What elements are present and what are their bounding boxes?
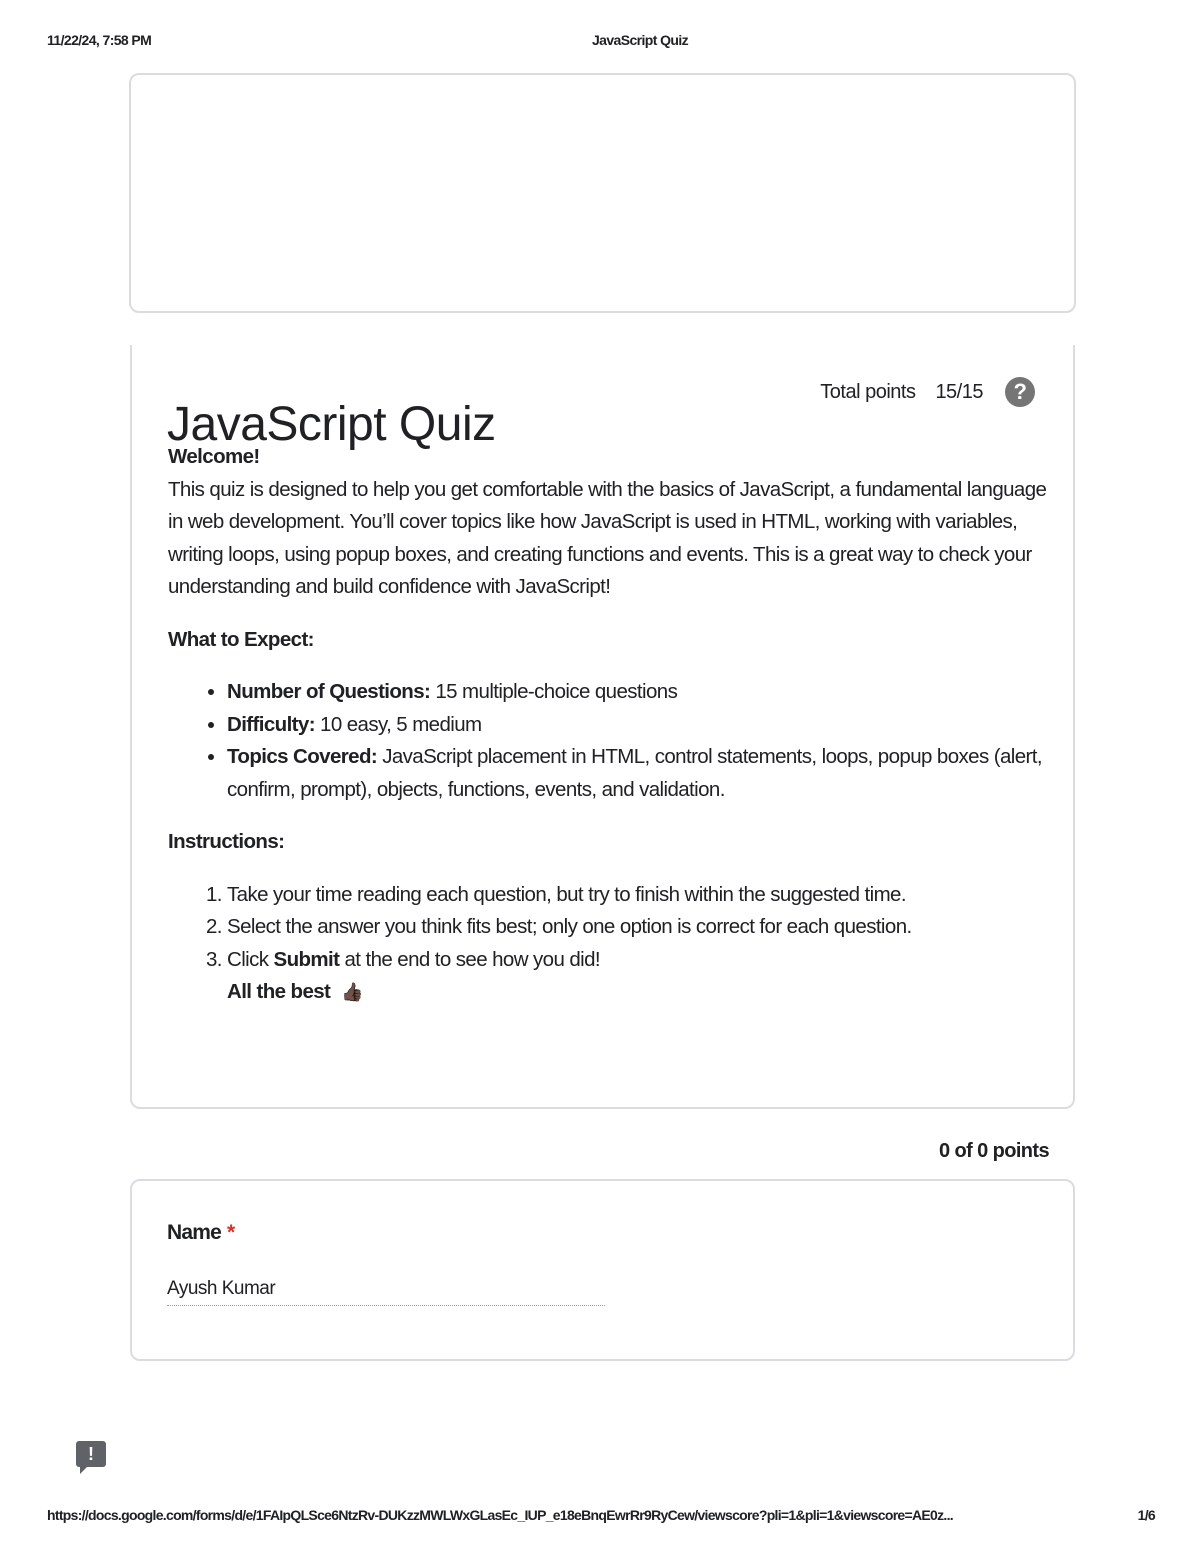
instruction-text: Click	[227, 947, 274, 971]
help-icon[interactable]: ?	[1005, 377, 1035, 407]
instruction-text: Select the answer you think fits best; only one option is correct for each question.	[227, 915, 912, 938]
total-points	[820, 377, 1035, 407]
list-item	[227, 879, 1048, 912]
all-the-best-text: All the best	[227, 980, 331, 1003]
expect-text: JavaScript placement in HTML, control statements, loops, popup boxes (alert, confirm, prompt), objects, functions, events, and validation.	[227, 745, 1042, 801]
expect-label: Number of Questions:	[227, 680, 431, 703]
expect-text: 10 easy, 5 medium	[314, 712, 482, 736]
question-title	[167, 1221, 234, 1245]
list-item	[227, 676, 1048, 709]
question-label: Name	[167, 1221, 221, 1244]
intro-text: This quiz is designed to help you get comfortable with the basics of JavaScript, a fundamental language in web development. You’ll cover topics like how JavaScript is used in HTML, working with variables, writing loops, using popup boxes, and creating functions and events. This is a great way to check your understanding and build confidence with JavaScript!	[168, 477, 1047, 598]
page-number: 1/6	[1137, 1507, 1155, 1523]
print-date: 11/22/24, 7:58 PM	[47, 32, 152, 48]
list-item	[227, 709, 1048, 742]
welcome-heading: Welcome!	[168, 445, 260, 468]
print-header	[47, 32, 1153, 50]
total-points-value: 15/15	[935, 380, 983, 403]
list-item	[227, 741, 1048, 806]
required-mark: *	[227, 1221, 235, 1244]
expect-label: Topics Covered:	[227, 745, 378, 768]
print-title: JavaScript Quiz	[591, 32, 689, 48]
thumbs-up-icon: 👍🏿	[341, 982, 364, 1002]
page-url: https://docs.google.com/forms/d/e/1FAIpQLSce6NtzRv-DUKzzMWLWxGLasEc_IUP_e18eBnqEwrRr9RyCew/viewscore?pli=1&pli=1&viewscore=AE0z...	[47, 1507, 954, 1523]
expect-heading: What to Expect:	[168, 627, 314, 651]
form-header-card	[130, 345, 1075, 1109]
instruction-text: Take your time reading each question, but try to finish within the suggested time.	[227, 882, 906, 906]
form-title: JavaScript Quiz	[167, 398, 496, 452]
total-points-label: Total points	[820, 380, 916, 403]
list-item	[227, 944, 1048, 977]
form-description	[168, 441, 1048, 1009]
instruction-bold: Submit	[273, 947, 340, 971]
instruction-text: at the end to see how you did!	[339, 947, 601, 971]
list-item	[227, 911, 1048, 944]
form-banner	[129, 73, 1076, 313]
name-question-card	[130, 1179, 1075, 1361]
section-points: 0 of 0 points	[939, 1140, 1049, 1162]
instructions-heading: Instructions:	[168, 830, 285, 853]
answer-underline	[167, 1305, 605, 1306]
all-the-best	[168, 976, 1048, 1009]
expect-list	[168, 676, 1048, 806]
name-answer: Ayush Kumar	[167, 1278, 276, 1299]
expect-text: 15 multiple-choice questions	[430, 680, 678, 703]
instructions-list	[168, 879, 1048, 977]
feedback-icon[interactable]: !	[76, 1441, 106, 1467]
expect-label: Difficulty:	[227, 712, 315, 736]
